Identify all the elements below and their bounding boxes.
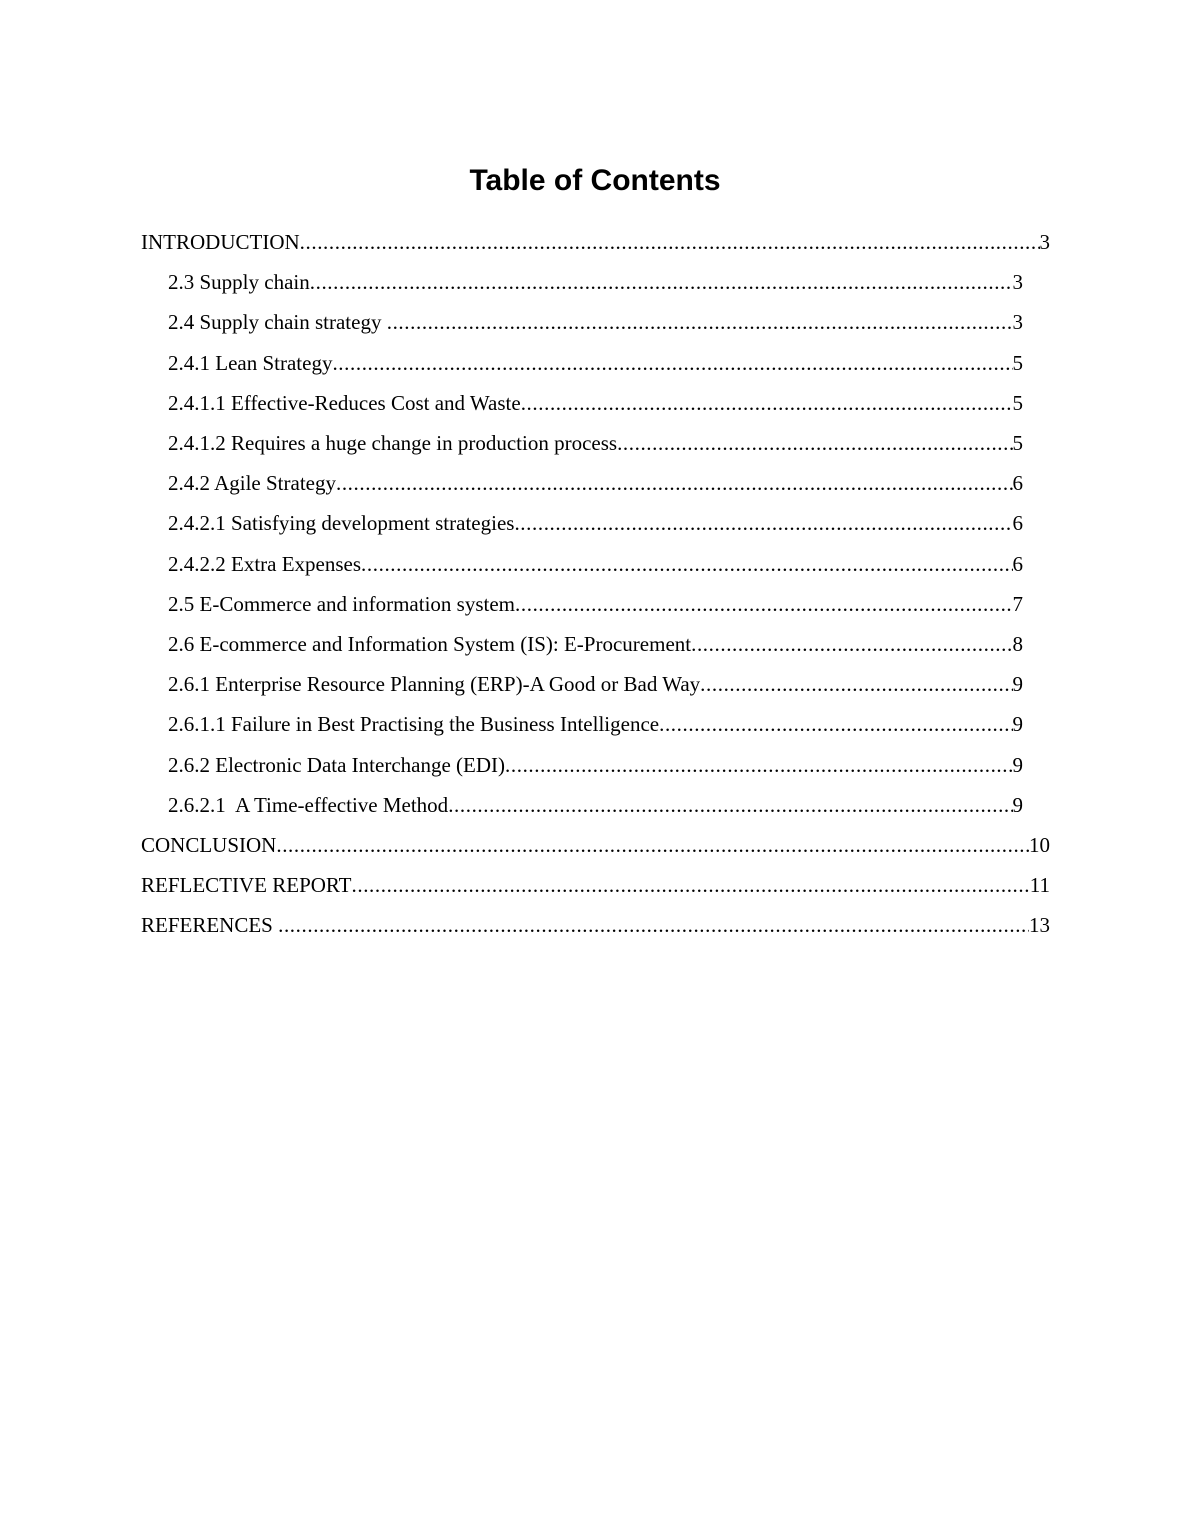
toc-entry-title: 2.4.2.2 Extra Expenses xyxy=(168,552,362,576)
toc-entry-title: 2.6.2 Electronic Data Interchange (EDI) xyxy=(168,753,506,777)
toc-page-number: 9 xyxy=(1012,753,1023,777)
toc-entry-title: 2.4.2 Agile Strategy xyxy=(168,471,336,495)
toc-dot-leader xyxy=(352,872,1030,898)
toc-dot-leader xyxy=(691,631,1012,657)
toc-entry[interactable] xyxy=(141,912,1050,938)
toc-page-number: 3 xyxy=(1039,230,1050,254)
toc-entry[interactable] xyxy=(168,711,1023,737)
toc-dot-leader xyxy=(300,229,1040,255)
toc-page-number: 11 xyxy=(1029,873,1050,897)
toc-page-number: 3 xyxy=(1012,310,1023,334)
toc-dot-leader xyxy=(276,832,1029,858)
toc-entry-title: 2.4.1.2 Requires a huge change in production process xyxy=(168,431,618,455)
toc-dot-leader xyxy=(617,430,1012,456)
toc-entry[interactable] xyxy=(168,792,1023,818)
toc-entry[interactable] xyxy=(141,832,1050,858)
toc-entry[interactable] xyxy=(168,510,1023,536)
toc-entry[interactable] xyxy=(168,430,1023,456)
toc-dot-leader xyxy=(505,752,1012,778)
toc-entry[interactable] xyxy=(168,631,1023,657)
toc-entry-title: 2.6.2.1 A Time-effective Method xyxy=(168,793,449,817)
toc-dot-leader xyxy=(448,792,1012,818)
toc-entry[interactable] xyxy=(168,671,1023,697)
toc-entry-title: 2.4.2.1 Satisfying development strategies xyxy=(168,511,515,535)
toc-title: Table of Contents xyxy=(469,164,721,197)
toc-entry-title: 2.4 Supply chain strategy xyxy=(168,310,387,334)
toc-page-number: 6 xyxy=(1012,511,1023,535)
toc-page-number: 9 xyxy=(1012,712,1023,736)
toc-page-number: 5 xyxy=(1012,431,1023,455)
toc-dot-leader xyxy=(278,912,1029,938)
toc-dot-leader xyxy=(310,269,1013,295)
toc-entry[interactable] xyxy=(168,591,1023,617)
toc-entry[interactable] xyxy=(168,470,1023,496)
toc-entry-title: 2.4.1.1 Effective-Reduces Cost and Waste xyxy=(168,391,521,415)
toc-page-number: 9 xyxy=(1012,793,1023,817)
toc-entry[interactable] xyxy=(168,309,1023,335)
toc-entry[interactable] xyxy=(168,390,1023,416)
toc-entry-title: 2.6 E-commerce and Information System (IS): E-Procurement xyxy=(168,632,692,656)
toc-dot-leader xyxy=(336,470,1013,496)
toc-page-number: 3 xyxy=(1012,270,1023,294)
toc-entry[interactable] xyxy=(168,551,1023,577)
toc-entry-title: 2.6.1.1 Failure in Best Practising the Business Intelligence xyxy=(168,712,660,736)
toc-entry[interactable] xyxy=(141,872,1050,898)
toc-page-number: 5 xyxy=(1012,351,1023,375)
toc-dot-leader xyxy=(521,390,1013,416)
toc-dot-leader xyxy=(514,510,1012,536)
toc-dot-leader xyxy=(700,671,1012,697)
toc-page-number: 7 xyxy=(1012,592,1023,616)
toc-entry-title: 2.5 E-Commerce and information system xyxy=(168,592,516,616)
toc-dot-leader xyxy=(515,591,1012,617)
toc-dot-leader xyxy=(387,309,1013,335)
toc-entry-title: INTRODUCTION xyxy=(141,230,300,254)
toc-dot-leader xyxy=(659,711,1012,737)
toc-page-number: 6 xyxy=(1012,552,1023,576)
toc-entry[interactable] xyxy=(168,350,1023,376)
toc-entry-title: REFERENCES xyxy=(141,913,279,937)
toc-page-number: 5 xyxy=(1012,391,1023,415)
toc-entry-title: 2.4.1 Lean Strategy xyxy=(168,351,333,375)
toc-entry[interactable] xyxy=(168,752,1023,778)
toc-page-number: 9 xyxy=(1012,672,1023,696)
toc-page-number: 10 xyxy=(1029,833,1050,857)
toc-entry-title: 2.6.1 Enterprise Resource Planning (ERP)-A Good or Bad Way xyxy=(168,672,701,696)
toc-entry[interactable] xyxy=(141,229,1050,255)
toc-page-number: 13 xyxy=(1029,913,1050,937)
toc-entry-title: REFLECTIVE REPORT xyxy=(141,873,352,897)
toc-entry-title: CONCLUSION xyxy=(141,833,277,857)
toc-dot-leader xyxy=(332,350,1012,376)
toc-page-number: 8 xyxy=(1012,632,1023,656)
toc-entry-title: 2.3 Supply chain xyxy=(168,270,310,294)
toc-page-number: 6 xyxy=(1012,471,1023,495)
toc-entry[interactable] xyxy=(168,269,1023,295)
toc-dot-leader xyxy=(361,551,1012,577)
